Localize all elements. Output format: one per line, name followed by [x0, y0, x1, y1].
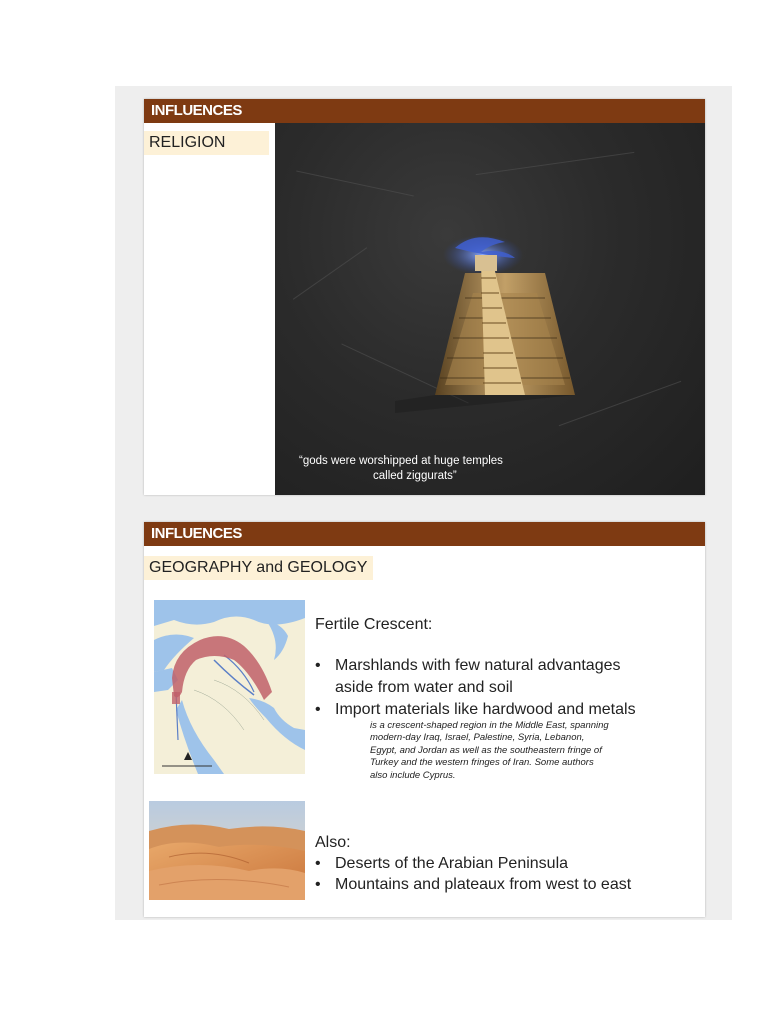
fertile-crescent-map: [154, 600, 305, 774]
ziggurat-photo: “gods were worshipped at huge temples called ziggurats”: [275, 123, 705, 495]
slide-geography: [144, 522, 705, 917]
ziggurat-illustration: [275, 123, 705, 495]
map-illustration: [154, 600, 305, 774]
topic-tag: RELIGION: [144, 131, 269, 155]
slide-header-bar: [144, 522, 705, 546]
bullet-text: Marshlands with few natural advantages: [335, 657, 621, 674]
also-heading: Also:: [315, 834, 351, 851]
bullet-marker: •: [315, 855, 321, 872]
definition-note: is a crescent-shaped region in the Middle East, spanning modern-day Iraq, Israel, Palestine, Syria, Lebanon, Egypt, and Jordan as well as the southeastern fringe of Turkey and the western fringes of Iran. Some authors also include Cyprus.: [370, 720, 609, 781]
bullet-text: Deserts of the Arabian Peninsula: [335, 855, 569, 872]
bullet-marker: •: [315, 701, 321, 718]
bullet-text: Mountains and plateaux from west to east: [335, 876, 632, 893]
desert-illustration: [149, 801, 305, 900]
bullet-marker: •: [315, 657, 321, 674]
bullet-text: Import materials like hardwood and metals: [335, 701, 636, 718]
bullet-text-continued: aside from water and soil: [335, 679, 513, 696]
topic-tag: GEOGRAPHY and GEOLOGY: [144, 556, 373, 580]
bullet-marker: •: [315, 876, 321, 893]
desert-photo: [149, 801, 305, 900]
slide-header-title: INFLUENCES: [151, 102, 242, 119]
slide-header-title: INFLUENCES: [151, 525, 242, 542]
slide-header-bar: [144, 99, 705, 123]
slide-religion: [144, 99, 705, 495]
section-heading: Fertile Crescent:: [315, 616, 433, 633]
